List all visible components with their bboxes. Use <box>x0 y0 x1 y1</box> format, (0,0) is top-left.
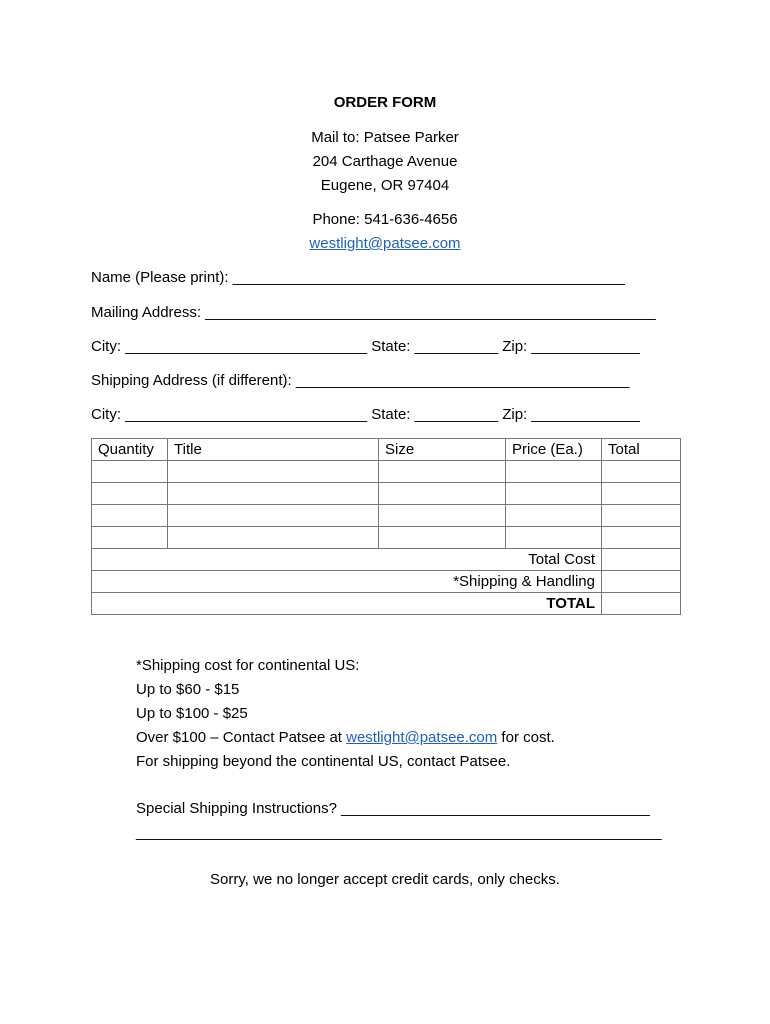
size-cell[interactable] <box>379 527 506 549</box>
payment-notice: Sorry, we no longer accept credit cards, only checks. <box>210 871 560 888</box>
grand-total-label: TOTAL <box>92 593 602 615</box>
shipping-rate-60: Up to $60 - $15 <box>136 681 240 698</box>
mail-to: Mail to: Patsee Parker <box>311 129 459 146</box>
form-title: ORDER FORM <box>333 94 437 111</box>
grand-total-value[interactable] <box>602 593 681 615</box>
size-cell[interactable] <box>379 483 506 505</box>
street-address: 204 Carthage Avenue <box>312 153 458 170</box>
price-cell[interactable] <box>506 461 602 483</box>
size-cell[interactable] <box>379 505 506 527</box>
shipping-note-heading: *Shipping cost for continental US: <box>136 657 360 674</box>
header-total: Total <box>602 439 681 461</box>
header-price: Price (Ea.) <box>506 439 602 461</box>
shipping-handling-value[interactable] <box>602 571 681 593</box>
special-instructions-field[interactable]: Special Shipping Instructions? _____________________________________ <box>136 800 650 817</box>
shipping-handling-label: *Shipping & Handling <box>92 571 602 593</box>
special-instructions-line[interactable]: _______________________________________________________________ <box>136 824 662 841</box>
title-cell[interactable] <box>168 505 379 527</box>
total-cost-value[interactable] <box>602 549 681 571</box>
mailing-address-field[interactable]: Mailing Address: ______________________________________________________ <box>91 304 656 321</box>
table-row[interactable] <box>92 461 681 483</box>
price-cell[interactable] <box>506 505 602 527</box>
city-state-zip-field[interactable]: City: _____________________________ State: __________ Zip: _____________ <box>91 338 640 355</box>
size-cell[interactable] <box>379 461 506 483</box>
contact-email-link[interactable]: westlight@patsee.com <box>346 729 498 746</box>
total-cost-row <box>92 549 681 571</box>
shipping-handling-row <box>92 571 681 593</box>
title-cell[interactable] <box>168 461 379 483</box>
name-field[interactable]: Name (Please print): _______________________________________________ <box>91 269 625 286</box>
total-cell[interactable] <box>602 483 681 505</box>
international-shipping-note: For shipping beyond the continental US, contact Patsee. <box>136 753 511 770</box>
table-header-row <box>92 439 681 461</box>
title-cell[interactable] <box>168 483 379 505</box>
total-cost-label: Total Cost <box>92 549 602 571</box>
shipping-over-100: Over $100 – Contact Patsee at westlight@patsee.com for cost. <box>136 729 555 746</box>
city-state-zip: Eugene, OR 97404 <box>320 177 450 194</box>
quantity-cell[interactable] <box>92 483 168 505</box>
total-cell[interactable] <box>602 527 681 549</box>
phone-number: Phone: 541-636-4656 <box>312 211 458 228</box>
table-row[interactable] <box>92 483 681 505</box>
order-table <box>91 438 681 615</box>
total-cell[interactable] <box>602 505 681 527</box>
shipping-rate-100: Up to $100 - $25 <box>136 705 248 722</box>
price-cell[interactable] <box>506 527 602 549</box>
email-link[interactable]: westlight@patsee.com <box>309 235 461 252</box>
title-cell[interactable] <box>168 527 379 549</box>
table-row[interactable] <box>92 527 681 549</box>
header-quantity: Quantity <box>92 439 168 461</box>
header-title: Title <box>168 439 379 461</box>
total-cell[interactable] <box>602 461 681 483</box>
quantity-cell[interactable] <box>92 527 168 549</box>
shipping-city-state-zip-field[interactable]: City: _____________________________ State: __________ Zip: _____________ <box>91 406 640 423</box>
quantity-cell[interactable] <box>92 461 168 483</box>
quantity-cell[interactable] <box>92 505 168 527</box>
price-cell[interactable] <box>506 483 602 505</box>
shipping-address-field[interactable]: Shipping Address (if different): ________________________________________ <box>91 372 630 389</box>
header-size: Size <box>379 439 506 461</box>
table-row[interactable] <box>92 505 681 527</box>
grand-total-row <box>92 593 681 615</box>
